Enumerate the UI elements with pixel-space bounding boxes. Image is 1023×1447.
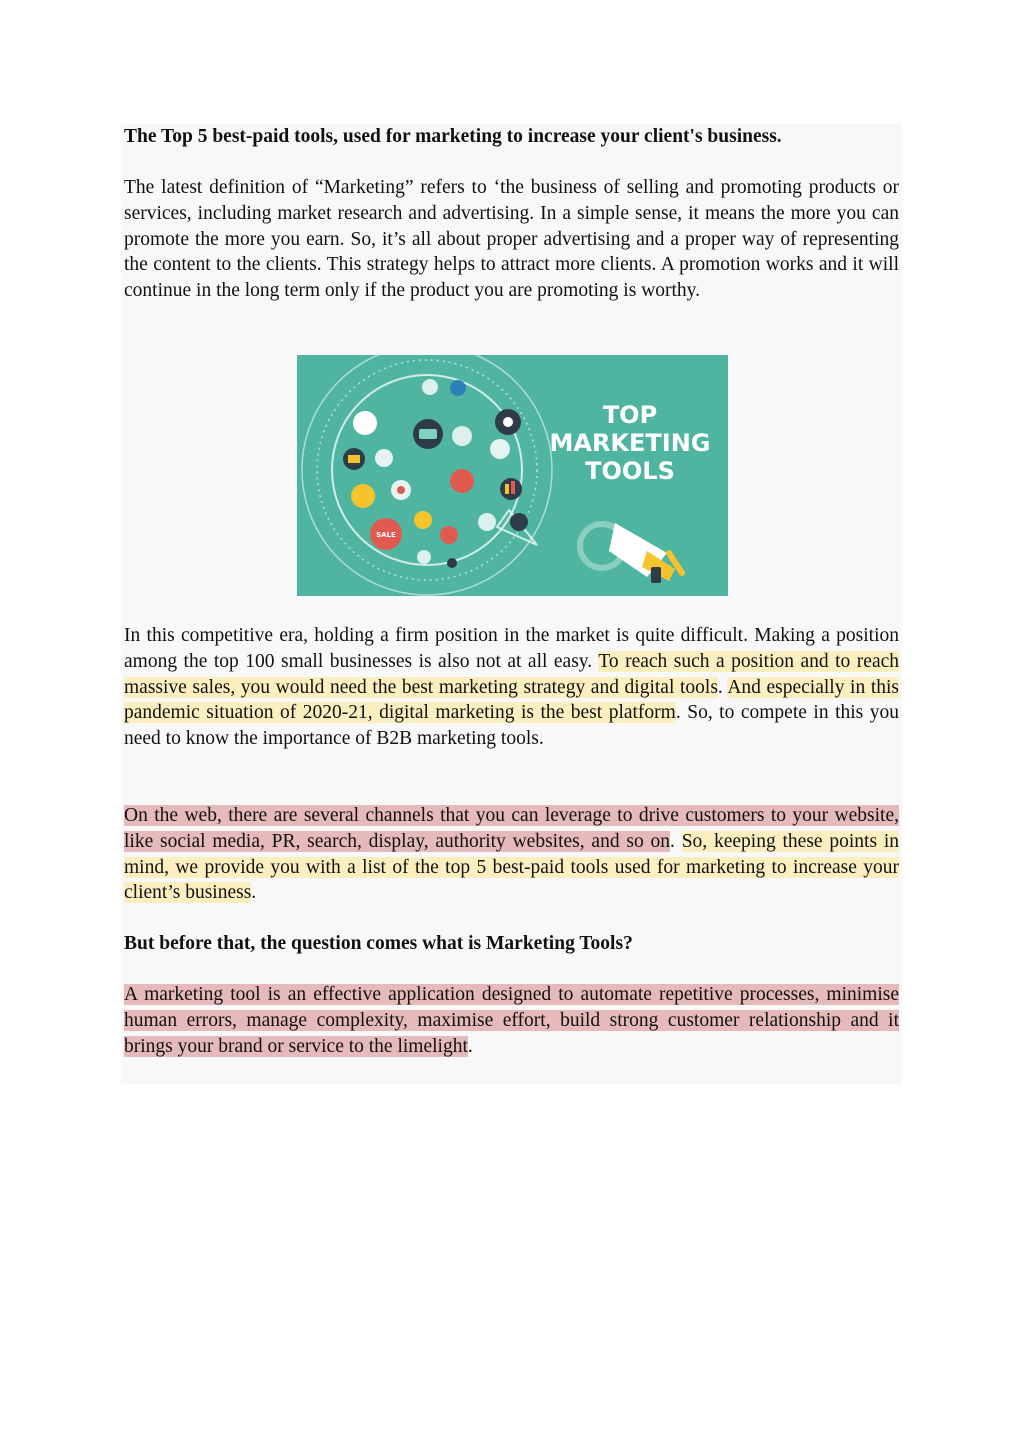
channels-text-1: . [670, 830, 682, 852]
highlight-channels: On the web, there are several channels that you can leverage to drive customers to your website, like social media, PR, search, display, authority websites, and so on [124, 805, 899, 852]
image-title-tools: TOOLS [585, 457, 675, 485]
intro-paragraph: The latest definition of “Marketing” refers to ‘the business of selling and promoting products or services, including market research and advertising. In a simple sense, it means the more you can promote the more you earn. So, it’s all about proper advertising and a proper way of representing the content to the clients. This strategy helps to attract more clients. A promotion works and it will continue in the long term only if the product you are promoting is worthy. [124, 177, 899, 302]
highlight-list: So, keeping these points in mind, we provide you with a list of the top 5 best-paid tools used for marketing to increase your client’s business [124, 830, 900, 904]
image-title-top: TOP [602, 401, 658, 429]
competition-text-1: In this competitive era, holding a firm position in the market is quite difficult. Making a position among the top 100 small businesses is also not at all easy. [124, 625, 899, 672]
chat-icon [353, 411, 377, 435]
bulb-bottom-icon [417, 550, 431, 564]
cash-icon [452, 426, 472, 446]
document-icon [414, 511, 432, 529]
network-icon [450, 380, 466, 396]
video-icon [440, 526, 458, 544]
competition-paragraph [124, 623, 899, 752]
lightbulb-icon [422, 379, 438, 395]
marketing-tools-image [297, 355, 728, 596]
competition-text-3: . So, to compete in this you need to know the importance of B2B marketing tools. [124, 702, 899, 750]
cloud-icon [450, 469, 474, 493]
highlight-strategy: To reach such a position and to reach massive sales, you would need the best marketing strategy and digital tools [124, 650, 900, 698]
highlight-definition: A marketing tool is an effective application designed to automate repetitive processes, minimise human errors, manage complexity, maximise effort, build strong customer relationship and it brings your brand or service to the limelight [124, 984, 899, 1057]
section-subheading: But before that, the question comes what is Marketing Tools? [124, 933, 633, 954]
email-icon [478, 513, 496, 531]
sale-badge-text: SALE [376, 531, 396, 539]
cart-icon [375, 449, 393, 467]
money-bag-icon [351, 484, 375, 508]
image-title-marketing: MARKETING [549, 429, 711, 457]
definition-paragraph [124, 982, 899, 1059]
document-title: The Top 5 best-paid tools, used for marketing to increase your client's business. [124, 126, 782, 147]
dot-icon [447, 558, 457, 568]
folder-icon [490, 439, 510, 459]
definition-text-1: . [467, 1035, 473, 1057]
highlight-pandemic: And especially in this pandemic situation of 2020-21, digital marketing is the best platform [124, 676, 899, 724]
competition-text-2: . [717, 676, 728, 698]
megaphone-small-icon [510, 513, 528, 531]
channels-paragraph [124, 803, 899, 906]
channels-text-2: . [251, 882, 257, 904]
